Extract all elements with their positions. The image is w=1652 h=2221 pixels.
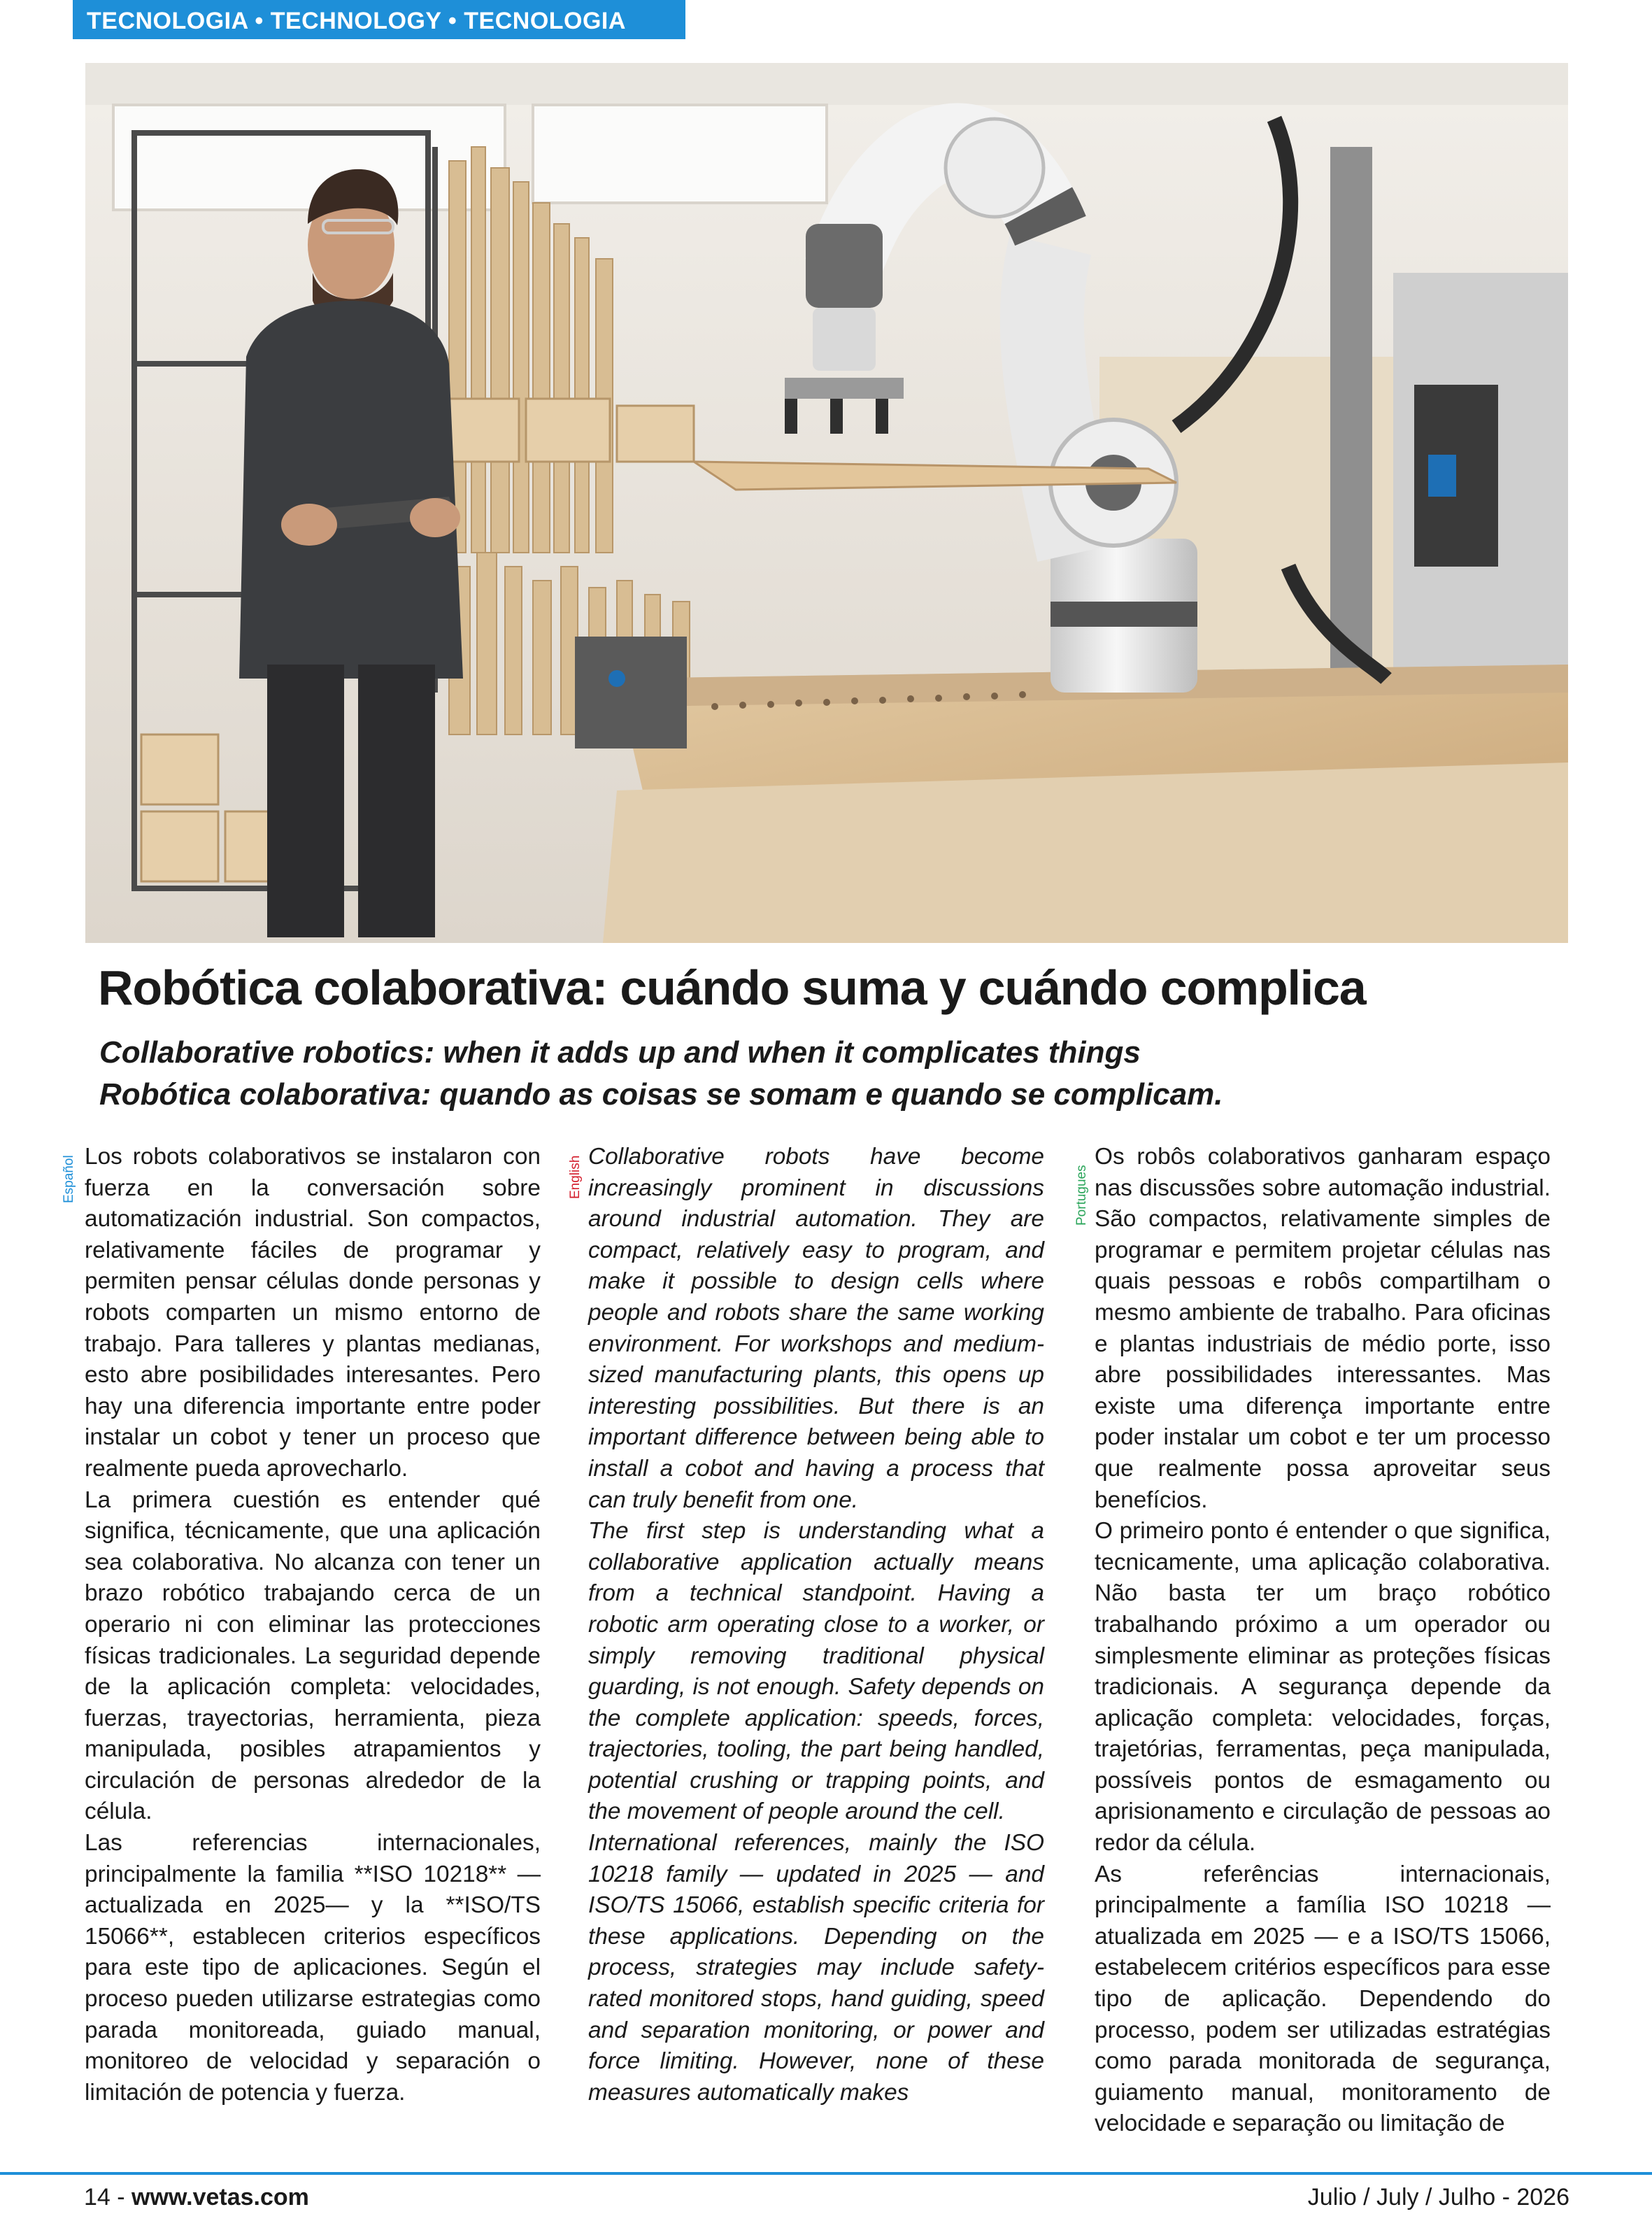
column-english: [588, 1142, 1044, 2108]
page-number: 14: [84, 2184, 111, 2211]
paragraph: Los robots colaborativos se instalaron con fuerza en la conversación sobre automatización industrial. Son compactos, relativamente fáciles de programar y permiten pensar células donde personas y robots comparten un mismo entorno de trabajo. Para talleres y plantas medianas, esto abre posibilidades interesantes. Pero hay una diferencia importante entre poder instalar un cobot y tener un proceso que realmente pueda aprovecharlo.: [85, 1144, 541, 1482]
paragraph: O primeiro ponto é entender o que significa, tecnicamente, uma aplicação colaborativa. Não basta ter um braço robótico trabalhando próximo a um operador ou simplesmente eliminar as proteções físicas tradicionais. A segurança depende da aplicação completa: velocidades, forças, trajetórias, ferramentas, peça manipulada, possíveis pontos de esmagamento ou aprisionamento e circulação de pessoas ao redor da célula.: [1095, 1518, 1551, 1857]
article-subtitle-english: Collaborative robotics: when it adds up and when it complicates things: [99, 1035, 1141, 1070]
paragraph: La primera cuestión es entender qué significa, técnicamente, que una aplicación sea colaborativa. No alcanza con tener un brazo robótico trabajando cerca de un operario ni con eliminar las protecciones físicas tradicionales. La seguridad depende de la aplicación completa: velocidades, fuerzas, trayectorias, herramienta, pieza manipulada, posibles atrapamientos y circulación de personas alrededor de la célula.: [85, 1486, 541, 1825]
footer-divider: [0, 2172, 1652, 2175]
section-tab: TECNOLOGIA • TECHNOLOGY • TECNOLOGIA: [73, 0, 685, 39]
column-spanish: [85, 1142, 541, 2108]
paragraph: As referências internacionais, principalmente a família ISO 10218 — atualizada em 2025 — e a ISO/TS 15066, estabelecem critérios específicos para esse tipo de aplicação. Dependendo do processo, podem ser utilizadas estratégias como parada monitorada de segurança, guiamento manual, monitoramento de velocidade e separação ou limitação de: [1095, 1861, 1551, 2137]
paragraph: International references, mainly the ISO 10218 family — updated in 2025 — and ISO/TS 15066, establish specific criteria for these applications. Depending on the process, strategies may include safety-rated monitored stops, hand guiding, speed and separation monitoring, or power and force limiting. However, none of these measures automatically makes: [588, 1830, 1044, 2106]
article-subtitle-portuguese: Robótica colaborativa: quando as coisas se somam e quando se complicam.: [99, 1077, 1223, 1112]
hero-photo: [85, 63, 1568, 943]
column-portuguese: [1095, 1142, 1551, 2140]
website-link[interactable]: www.vetas.com: [131, 2184, 309, 2211]
language-label-portuguese: Portugues: [1074, 1165, 1089, 1226]
paragraph: Collaborative robots have become increasingly prominent in discussions around industrial automation. They are compact, relatively easy to program, and make it possible to design cells where people and robots share the same working environment. For workshops and medium-sized manufacturing plants, this opens up interesting possibilities. But there is an important difference between being able to install a cobot and having a process that can truly benefit from one.: [588, 1144, 1044, 1513]
language-label-spanish: Español: [62, 1155, 76, 1203]
article-title: Robótica colaborativa: cuándo suma y cuándo complica: [98, 960, 1366, 1015]
paragraph: The first step is understanding what a collaborative application actually means from a technical standpoint. Having a robotic arm operating close to a worker, or simply removing traditional physical guarding, is not enough. Safety depends on the complete application: speeds, forces, trajectories, tooling, the part being handled, potential crushing or trapping points, and the movement of people around the cell.: [588, 1518, 1044, 1825]
paragraph: Os robôs colaborativos ganharam espaço nas discussões sobre automação industrial. São compactos, relativamente simples de programar e permitem projetar células nas quais pessoas e robôs compartilham o mesmo ambiente de trabalho. Para oficinas e plantas industriais de médio porte, isso abre possibilidades interessantes. Mas existe uma diferença importante entre poder instalar um cobot e ter um processo que realmente possa aproveitar seus benefícios.: [1095, 1144, 1551, 1513]
footer-page-info: 14 - www.vetas.com: [84, 2184, 309, 2211]
paragraph: Las referencias internacionales, principalmente la familia **ISO 10218** —actualizada en 2025— y la **ISO/TS 15066**, establecen criterios específicos para este tipo de aplicaciones. Según el proceso pueden utilizarse estrategias como parada monitoreada, guiado manual, monitoreo de velocidad y separación o limitación de potencia y fuerza.: [85, 1830, 541, 2106]
language-label-english: English: [568, 1155, 583, 1199]
issue-date: Julio / July / Julho - 2026: [1307, 2184, 1569, 2211]
